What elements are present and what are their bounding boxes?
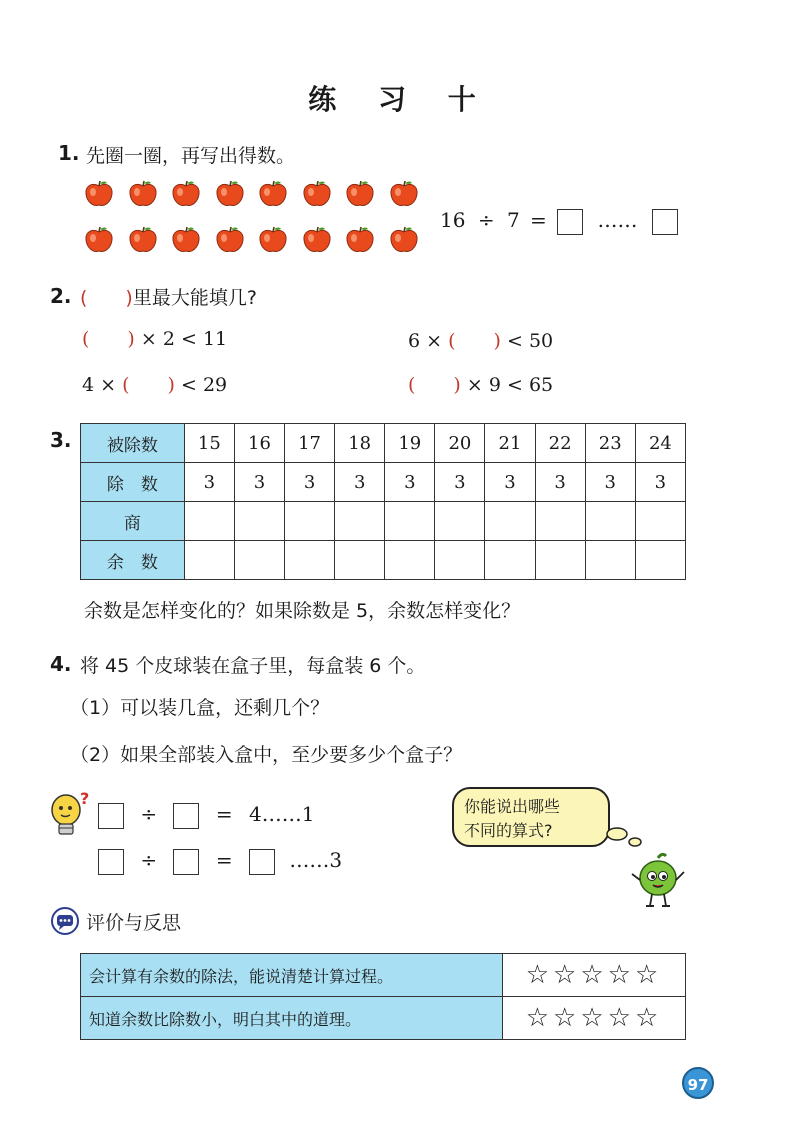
div-sign: ÷ (140, 848, 158, 872)
q1-equals: = (530, 208, 547, 232)
remainder-cell[interactable] (485, 541, 535, 580)
remainder-cell[interactable] (585, 541, 635, 580)
equals-sign: = (215, 802, 233, 826)
star-rating[interactable]: ☆☆☆☆☆ (503, 997, 686, 1040)
bubble-line-1: 你能说出哪些 (464, 797, 561, 816)
remainder-cell[interactable] (285, 541, 335, 580)
divisor-cell: 3 (485, 463, 535, 502)
extra-equation-2 (98, 848, 342, 875)
remainder-cell[interactable] (385, 541, 435, 580)
q1-div-sign: ÷ (477, 208, 495, 232)
divisor-cell: 3 (184, 463, 234, 502)
dividend-cell: 19 (385, 424, 435, 463)
page-title: 练 习 十 (308, 83, 492, 116)
divisor-cell: 3 (635, 463, 685, 502)
divisor-cell: 3 (585, 463, 635, 502)
table-row (81, 541, 686, 580)
q2-expression-3-pre: 4 × (82, 374, 117, 396)
dividend-cell: 24 (635, 424, 685, 463)
apple-icon (258, 180, 288, 208)
apple-icon (302, 226, 332, 254)
question-1-text: 先圈一圈，再写出得数。 (86, 145, 296, 167)
apple-icon (345, 226, 375, 254)
paren-open: ( (448, 330, 456, 352)
apple-icon (84, 180, 114, 208)
dividend-cell: 21 (485, 424, 535, 463)
thought-bubble (452, 787, 610, 847)
apple-icon (171, 180, 201, 208)
paren-open: ( (82, 328, 90, 350)
divisor-cell: 3 (335, 463, 385, 502)
extra-box-1a[interactable] (98, 803, 124, 829)
extra-result-2: ……3 (289, 848, 343, 872)
paren-close: ) (493, 330, 501, 352)
divisor-cell: 3 (435, 463, 485, 502)
q2-expression-1-rest: × 2 < 11 (140, 328, 228, 350)
table-row (81, 463, 686, 502)
question-2-prompt: 里最大能填几? (132, 287, 257, 309)
remainder-cell[interactable] (234, 541, 284, 580)
q1-dots: …… (597, 208, 638, 232)
extra-box-2c[interactable] (249, 849, 275, 875)
remainder-cell[interactable] (335, 541, 385, 580)
dividend-cell: 23 (585, 424, 635, 463)
evaluation-item-label: 会计算有余数的除法，能说清楚计算过程。 (81, 954, 503, 997)
quotient-cell[interactable] (234, 502, 284, 541)
quotient-cell[interactable] (385, 502, 435, 541)
pepper-mascot-icon (628, 852, 690, 910)
chat-bubble-icon (50, 906, 80, 936)
q2-expression-3[interactable] (82, 374, 227, 396)
paren-open: ( (408, 374, 416, 396)
divisor-cell: 3 (234, 463, 284, 502)
row-label-quotient: 商 (81, 502, 185, 541)
extra-box-1b[interactable] (173, 803, 199, 829)
q2-expression-1[interactable] (82, 328, 227, 350)
divisor-cell: 3 (385, 463, 435, 502)
extra-equation-1 (98, 802, 314, 829)
question-3-followup: 余数是怎样变化的？如果除数是 5，余数怎样变化？ (84, 600, 521, 622)
divisor-cell: 3 (285, 463, 335, 502)
dividend-cell: 16 (234, 424, 284, 463)
quotient-cell[interactable] (184, 502, 234, 541)
dividend-cell: 15 (184, 424, 234, 463)
q1-remainder-box[interactable] (652, 209, 678, 235)
paren-open: ( (80, 287, 88, 309)
dividend-cell: 17 (285, 424, 335, 463)
apple-icon (128, 226, 158, 254)
quotient-cell[interactable] (585, 502, 635, 541)
division-table (80, 423, 686, 580)
divisor-cell: 3 (535, 463, 585, 502)
question-4-sub1: （1）可以装几盒，还剩几个？ (70, 697, 330, 719)
remainder-cell[interactable] (635, 541, 685, 580)
evaluation-heading: 评价与反思 (86, 912, 182, 934)
question-4-sub2: （2）如果全部装入盒中，至少要多少个盒子？ (70, 744, 463, 766)
paren-close: ) (127, 328, 135, 350)
q1-quotient-box[interactable] (557, 209, 583, 235)
paren-close: ) (125, 287, 133, 309)
page-number: 97 (682, 1067, 714, 1099)
q2-expression-4[interactable] (408, 374, 553, 396)
remainder-cell[interactable] (184, 541, 234, 580)
table-row (81, 954, 686, 997)
row-label-remainder: 余 数 (81, 541, 185, 580)
paren-close: ) (453, 374, 461, 396)
q2-expression-2-pre: 6 × (408, 330, 443, 352)
star-rating[interactable]: ☆☆☆☆☆ (503, 954, 686, 997)
table-row (81, 997, 686, 1040)
question-3-number: 3. (50, 428, 72, 452)
table-row (81, 502, 686, 541)
apple-icon (389, 180, 419, 208)
evaluation-item-label: 知道余数比除数小，明白其中的道理。 (81, 997, 503, 1040)
q2-expression-2-rest: < 50 (507, 330, 554, 352)
apple-icon (258, 226, 288, 254)
extra-box-2a[interactable] (98, 849, 124, 875)
q2-expression-2[interactable] (408, 330, 553, 352)
question-2-text (80, 283, 257, 310)
apple-icon (302, 180, 332, 208)
evaluation-table (80, 953, 686, 1040)
question-4-number: 4. (50, 652, 72, 676)
apple-icon (389, 226, 419, 254)
equals-sign: = (215, 848, 233, 872)
table-row (81, 424, 686, 463)
row-label-divisor: 除 数 (81, 463, 185, 502)
bubble-tail-icon (605, 826, 645, 848)
q2-expression-4-rest: × 9 < 65 (466, 374, 554, 396)
lightbulb-icon (48, 790, 92, 842)
bubble-line-2: 不同的算式? (464, 821, 553, 840)
q1-dividend: 16 (440, 208, 466, 232)
remainder-cell[interactable] (535, 541, 585, 580)
apple-icon (128, 180, 158, 208)
apple-icon (84, 226, 114, 254)
question-1-number: 1. (58, 141, 80, 165)
extra-box-2b[interactable] (173, 849, 199, 875)
apple-icon (171, 226, 201, 254)
q1-equation (440, 208, 678, 235)
apple-icon (215, 226, 245, 254)
q1-divisor: 7 (506, 208, 520, 232)
dividend-cell: 22 (535, 424, 585, 463)
remainder-cell[interactable] (435, 541, 485, 580)
extra-result-1: 4……1 (248, 802, 315, 826)
svg-text:?: ? (80, 790, 90, 808)
paren-open: ( (122, 374, 130, 396)
quotient-cell[interactable] (285, 502, 335, 541)
quotient-cell[interactable] (635, 502, 685, 541)
div-sign: ÷ (140, 802, 158, 826)
question-2-number: 2. (50, 284, 72, 308)
q2-expression-3-rest: < 29 (181, 374, 228, 396)
apple-icon (345, 180, 375, 208)
quotient-cell[interactable] (485, 502, 535, 541)
dividend-cell: 18 (335, 424, 385, 463)
quotient-cell[interactable] (335, 502, 385, 541)
quotient-cell[interactable] (535, 502, 585, 541)
row-label-dividend: 被除数 (81, 424, 185, 463)
dividend-cell: 20 (435, 424, 485, 463)
apple-icon (215, 180, 245, 208)
question-4-text: 将 45 个皮球装在盒子里，每盒装 6 个。 (80, 655, 426, 677)
quotient-cell[interactable] (435, 502, 485, 541)
paren-close: ) (167, 374, 175, 396)
